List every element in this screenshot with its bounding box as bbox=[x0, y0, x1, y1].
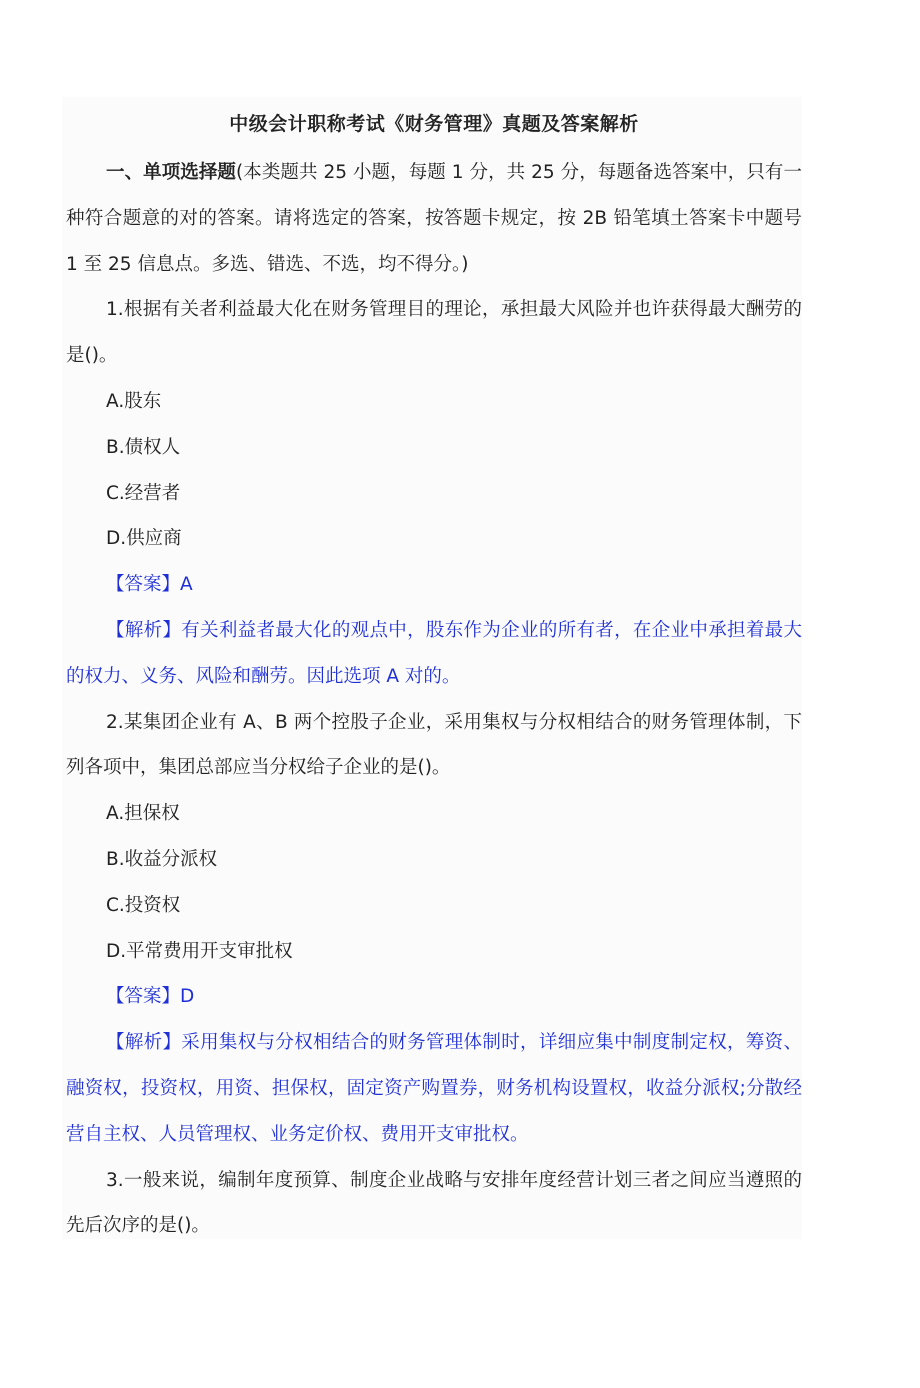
answer-label: 【答案】 bbox=[106, 574, 181, 596]
answer-value: D bbox=[180, 986, 195, 1008]
section-heading: 一、单项选择题 bbox=[106, 162, 236, 183]
option-d: D.平常费用开支审批权 bbox=[106, 940, 293, 962]
option-b: B.收益分派权 bbox=[106, 848, 218, 870]
question-stem: 1.根据有关者利益最大化在财务管理目的理论，承担最大风险并也许获得最大酬劳的是()。 bbox=[66, 299, 802, 367]
analysis-paragraph bbox=[66, 608, 802, 700]
section-instructions: (本类题共 25 小题，每题 1 分，共 25 分，每题备选答案中，只有一种符合题意的对的答案。请将选定的答案，按答题卡规定，按 2B 铅笔填土答案卡中题号 1 至 25 信息点。多选、错选、不选，均不得分。) bbox=[66, 162, 802, 275]
question-stem: 3.一般来说，编制年度预算、制度企业战略与安排年度经营计划三者之间应当遵照的先后次序的是()。 bbox=[66, 1169, 802, 1237]
document-title: 中级会计职称考试《财务管理》真题及答案解析 bbox=[229, 113, 639, 135]
option-c: C.经营者 bbox=[106, 482, 181, 504]
analysis-paragraph bbox=[66, 1020, 802, 1157]
option-a: A.股东 bbox=[106, 390, 162, 412]
option-d: D.供应商 bbox=[106, 528, 182, 550]
option-c: C.投资权 bbox=[106, 894, 181, 916]
analysis-label: 【解析】 bbox=[106, 1032, 182, 1054]
answer-line bbox=[66, 974, 802, 1020]
analysis-text: 采用集权与分权相结合的财务管理体制时，详细应集中制度制定权，筹资、融资权，投资权，用资、担保权，固定资产购置券，财务机构设置权，收益分派权;分散经营自主权、人员管理权、业务定价权、费用开支审批权。 bbox=[66, 1032, 802, 1145]
answer-line bbox=[66, 562, 802, 608]
question-stem: 2.某集团企业有 A、B 两个控股子企业，采用集权与分权相结合的财务管理体制，下列各项中，集团总部应当分权给子企业的是()。 bbox=[66, 711, 802, 779]
option-a: A.担保权 bbox=[106, 803, 180, 825]
analysis-label: 【解析】 bbox=[106, 619, 182, 641]
section-intro bbox=[66, 150, 802, 287]
answer-label: 【答案】 bbox=[106, 986, 181, 1008]
answer-value: A bbox=[180, 574, 193, 596]
analysis-text: 有关利益者最大化的观点中，股东作为企业的所有者，在企业中承担着最大的权力、义务、风险和酬劳。因此选项 A 对的。 bbox=[66, 619, 802, 687]
option-b: B.债权人 bbox=[106, 436, 181, 458]
document-content bbox=[66, 104, 802, 1249]
